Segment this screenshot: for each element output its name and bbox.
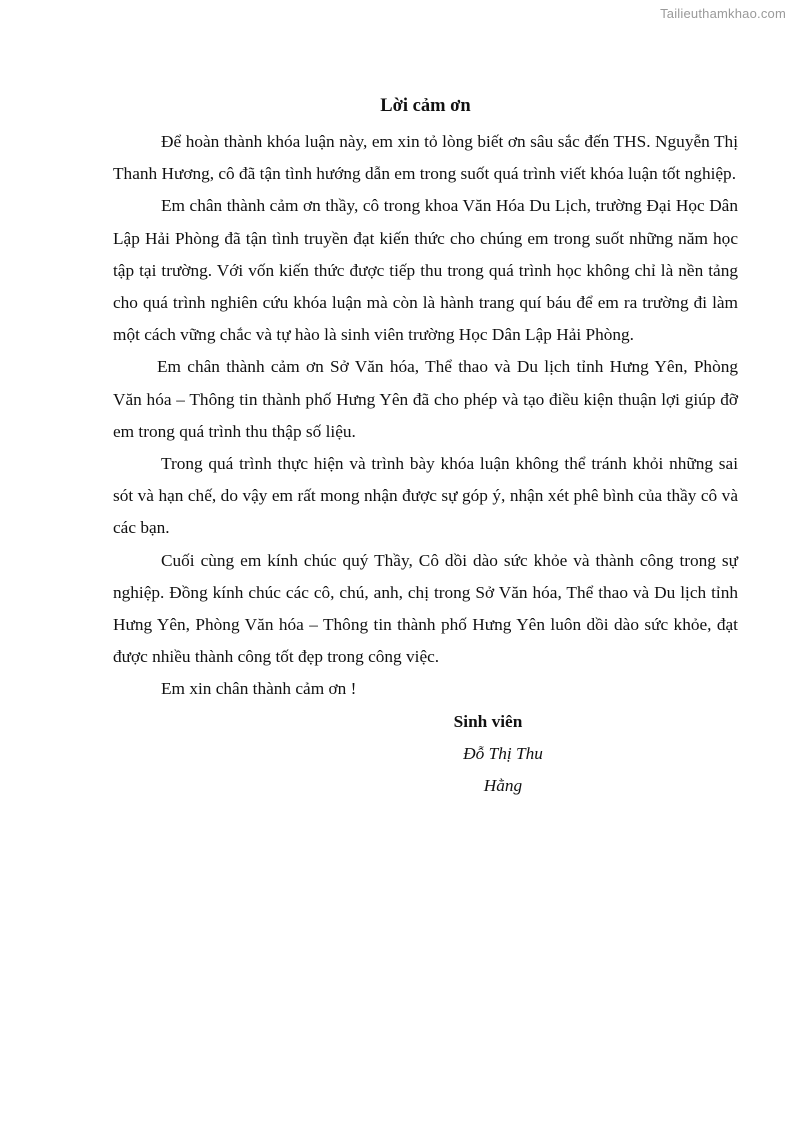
signature-role: Sinh viên [453, 711, 523, 731]
paragraph-4: Trong quá trình thực hiện và trình bày khóa luận không thể tránh khỏi những sai sót và hạn chế, do vậy em rất mong nhận được sự góp ý, nhận xét phê bình của thầy cô và các bạn. [113, 454, 738, 538]
paragraph-1: Để hoàn thành khóa luận này, em xin tỏ lòng biết ơn sâu sắc đến THS. Nguyễn Thị Thanh Hương, cô đã tận tình hướng dẫn em trong suốt quá trình viết khóa luận tốt nghiệp. [113, 132, 738, 184]
paragraph-5: Cuối cùng em kính chúc quý Thầy, Cô dồi dào sức khỏe và thành công trong sự nghiệp. Đồng kính chúc các cô, chú, anh, chị trong Sở Văn hóa, Thể thao và Du lịch tỉnh Hưng Yên, Phòng Văn hóa – Thông tin thành phố Hưng Yên luôn dồi dào sức khỏe, đạt được nhiều thành công tốt đẹp trong công việc. [113, 550, 738, 667]
signature-block [413, 706, 563, 802]
signature-name: Đỗ Thị Thu Hằng [463, 743, 543, 795]
watermark-text: Tailieuthamkhao.com [660, 6, 786, 21]
paragraph-3: Em chân thành cảm ơn Sở Văn hóa, Thể thao và Du lịch tỉnh Hưng Yên, Phòng Văn hóa – Thông tin thành phố Hưng Yên đã cho phép và tạo điều kiện thuận lợi giúp đỡ em trong quá trình thu thập số liệu. [113, 357, 738, 441]
document-page [113, 90, 738, 802]
page-title: Lời cảm ơn [380, 96, 471, 116]
paragraph-closing: Em xin chân thành cảm ơn ! [161, 679, 357, 699]
paragraph-2: Em chân thành cảm ơn thầy, cô trong khoa Văn Hóa Du Lịch, trường Đại Học Dân Lập Hải Phòng đã tận tình truyền đạt kiến thức cho chúng em trong suốt những năm học tập tại trường. Với vốn kiến thức được tiếp thu trong quá trình học không chỉ là nền tảng cho quá trình nghiên cứu khóa luận mà còn là hành trang quí báu để em ra trường đi làm một cách vững chắc và tự hào là sinh viên trường Học Dân Lập Hải Phòng. [113, 196, 738, 345]
